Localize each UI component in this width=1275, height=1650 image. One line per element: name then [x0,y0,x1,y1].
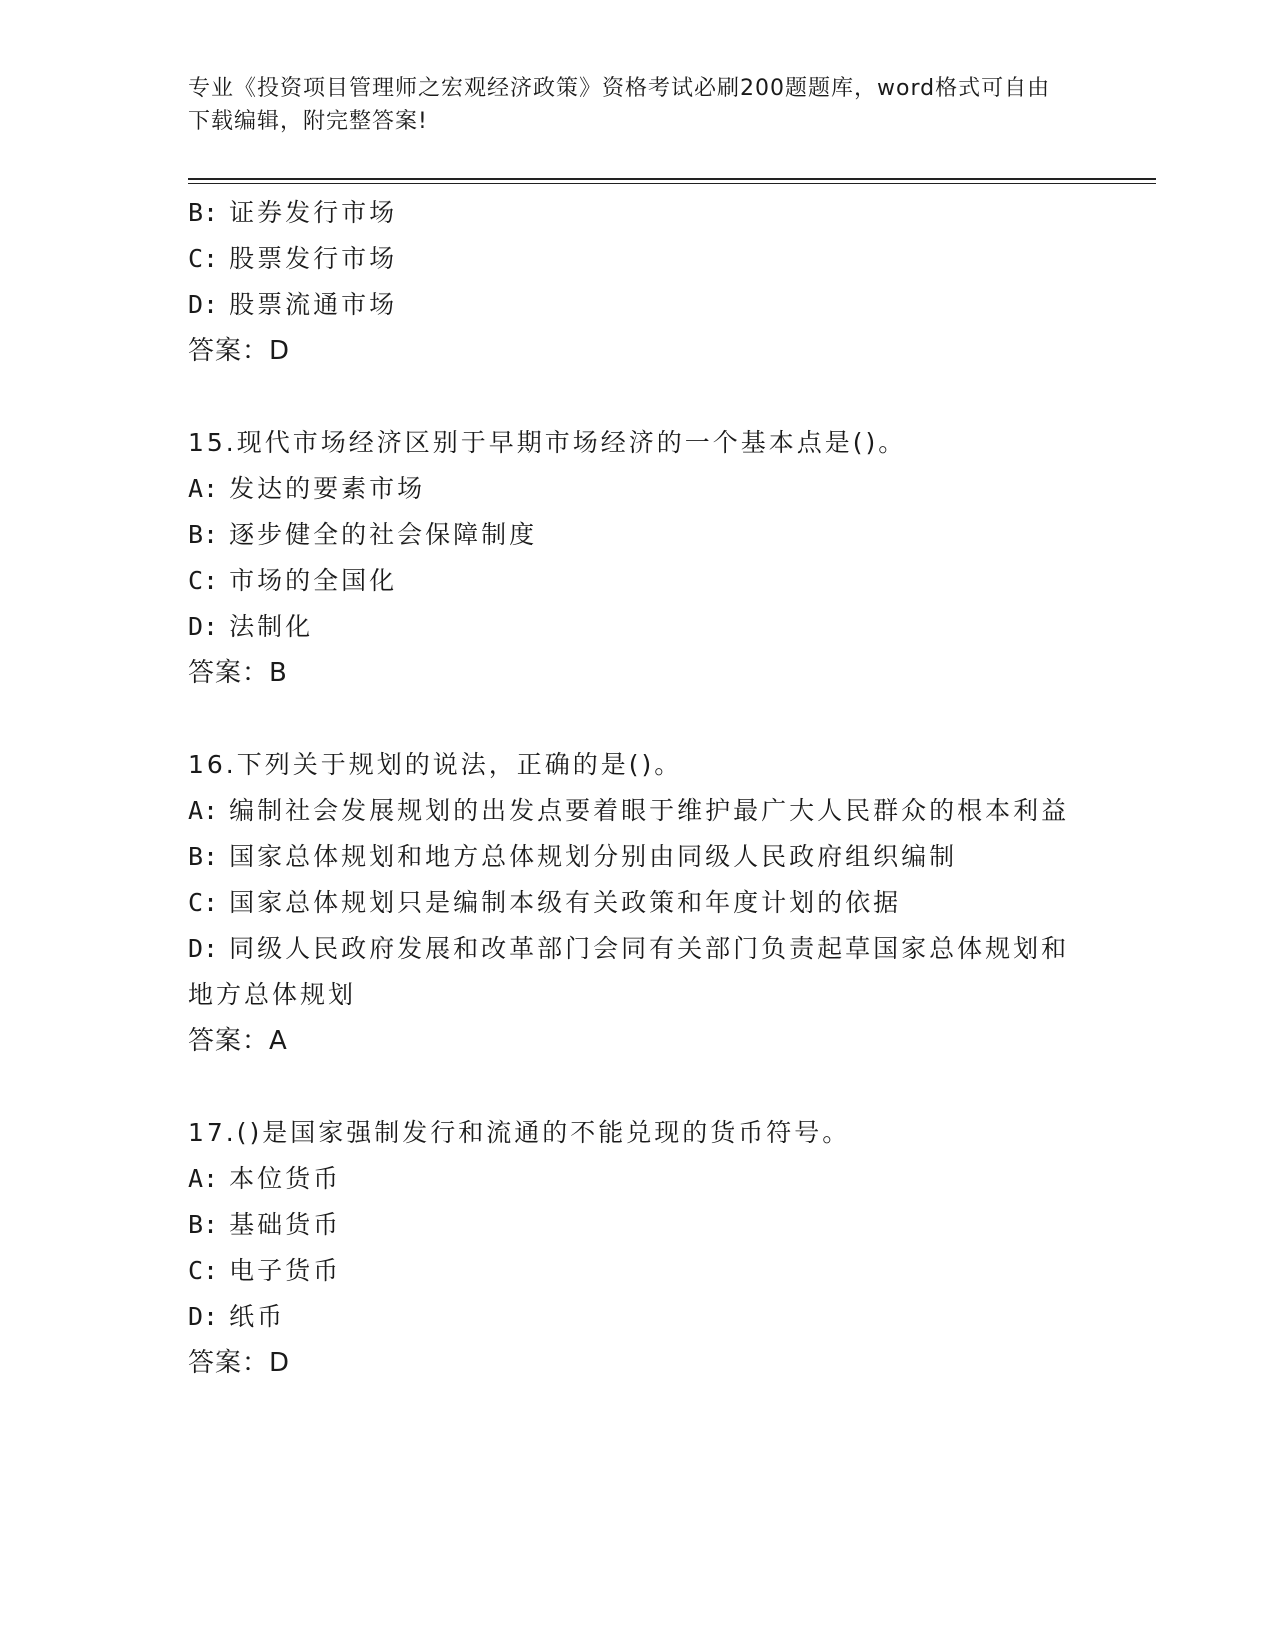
answer-line: 答案：B [188,658,288,688]
option-b: B: 基础货币 [188,1210,342,1239]
option-c: C: 国家总体规划只是编制本级有关政策和年度计划的依据 [188,888,902,917]
question-17 [188,1110,1078,1386]
option-c: C: 电子货币 [188,1256,342,1285]
answer-line: 答案：D [188,336,291,366]
option-b: B: 国家总体规划和地方总体规划分别由同级人民政府组织编制 [188,842,958,871]
option-a: A: 本位货币 [188,1164,342,1193]
question-title: 17.()是国家强制发行和流通的不能兑现的货币符号。 [188,1118,851,1147]
option-b: B: 证券发行市场 [188,198,398,227]
answer-line: 答案：D [188,1348,291,1378]
header-divider-thin [188,183,1156,184]
question-16 [188,742,1078,1064]
document-header [188,72,1068,138]
option-d: D: 法制化 [188,612,314,641]
header-text: 专业《投资项目管理师之宏观经济政策》资格考试必刷200题题库，word格式可自由下载编辑，附完整答案! [188,76,1051,134]
question-title: 16.下列关于规划的说法，正确的是()。 [188,750,683,779]
option-a: A: 编制社会发展规划的出发点要着眼于维护最广大人民群众的根本利益 [188,796,1070,825]
question-title: 15.现代市场经济区别于早期市场经济的一个基本点是()。 [188,428,907,457]
option-d: D: 股票流通市场 [188,290,398,319]
option-d: D: 纸币 [188,1302,286,1331]
partial-question-block [188,190,1078,374]
header-divider-thick [188,178,1156,180]
question-15 [188,420,1078,696]
answer-line: 答案：A [188,1026,288,1056]
question-list [188,190,1078,1386]
option-c: C: 股票发行市场 [188,244,398,273]
option-b: B: 逐步健全的社会保障制度 [188,520,538,549]
option-d: D: 同级人民政府发展和改革部门会同有关部门负责起草国家总体规划和地方总体规划 [188,934,1070,1009]
option-a: A: 发达的要素市场 [188,474,426,503]
option-c: C: 市场的全国化 [188,566,398,595]
